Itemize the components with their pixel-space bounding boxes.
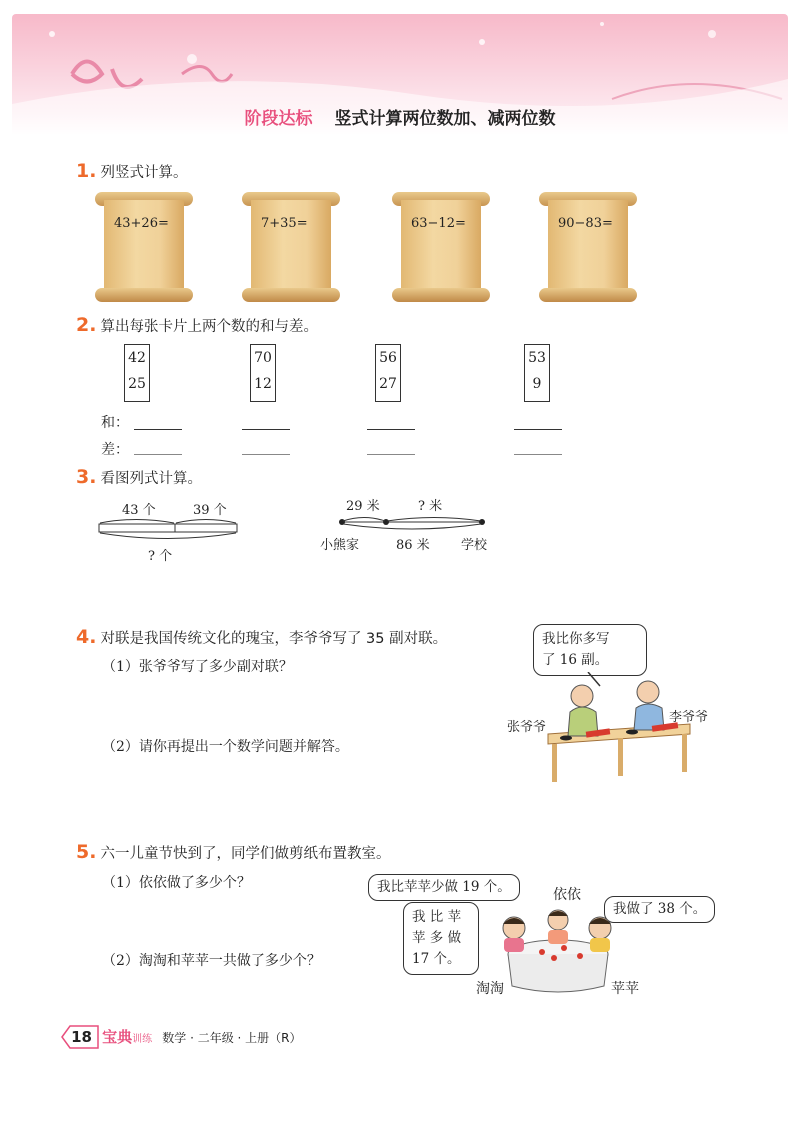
page-header <box>0 104 800 129</box>
question-text: 对联是我国传统文化的瑰宝，李爷爷写了 35 副对联。 <box>100 631 448 647</box>
answer-line[interactable] <box>242 454 290 455</box>
expression: 63−12= <box>411 216 466 231</box>
book-info: 数学 · 二年级 · 上册（R） <box>162 1031 302 1045</box>
start-point-label: 小熊家 <box>320 538 360 553</box>
scroll-card <box>542 192 634 304</box>
question-text: 算出每张卡片上两个数的和与差。 <box>100 319 318 335</box>
card-bottom-number: 12 <box>254 376 272 392</box>
speech-bubble: 我比你多写 了 16 副。 <box>533 624 647 676</box>
answer-line[interactable] <box>134 454 182 455</box>
card-top-number: 56 <box>379 350 397 366</box>
segment-label-a: 43 个 <box>122 503 156 518</box>
speech-bubble: 我比苹苹少做 19 个。 <box>368 874 520 901</box>
segment-label-a: 29 米 <box>346 499 380 514</box>
question-1 <box>76 160 187 182</box>
scroll-card <box>245 192 337 304</box>
end-point-label: 学校 <box>461 538 488 553</box>
question-3 <box>76 466 202 488</box>
question-2 <box>76 314 318 336</box>
expression: 90−83= <box>558 216 613 231</box>
expression: 43+26= <box>114 216 169 231</box>
card-top-number: 53 <box>528 350 546 366</box>
number-card <box>124 344 150 402</box>
question-number: 4. <box>76 626 97 648</box>
speech-bubble: 我做了 38 个。 <box>604 896 715 923</box>
card-bottom-number: 25 <box>128 376 146 392</box>
question-number: 1. <box>76 160 97 182</box>
question-4 <box>76 626 447 648</box>
page-title: 竖式计算两位数加、减两位数 <box>334 109 556 129</box>
question-text: 六一儿童节快到了，同学们做剪纸布置教室。 <box>100 846 391 862</box>
page-number: 18 <box>71 1028 92 1046</box>
expression: 7+35= <box>261 216 308 231</box>
segment-diagram-right <box>334 512 494 536</box>
speech-bubble: 我 比 苹 苹 多 做 17 个。 <box>403 902 479 975</box>
segment-label-unknown: ? 米 <box>418 499 443 514</box>
sum-label: 和： <box>101 415 129 431</box>
answer-line[interactable] <box>514 454 562 455</box>
brand-logo: 宝典 <box>102 1028 133 1046</box>
character-name: 李爷爷 <box>669 710 709 725</box>
character-name: 淘淘 <box>476 981 504 997</box>
answer-line[interactable] <box>514 429 562 430</box>
brand-logo-sub: 训练 <box>132 1034 153 1045</box>
scroll-card <box>395 192 487 304</box>
answer-line[interactable] <box>134 429 182 430</box>
card-top-number: 42 <box>128 350 146 366</box>
footer <box>60 1026 302 1047</box>
segment-total: 86 米 <box>396 538 430 553</box>
number-decoration <box>72 62 102 82</box>
segment-label-b: 39 个 <box>193 503 227 518</box>
card-bottom-number: 9 <box>532 376 542 392</box>
sub-question-1: （1）张爷爷写了多少副对联？ <box>102 659 293 675</box>
children-illustration <box>492 906 622 998</box>
question-5 <box>76 841 390 863</box>
card-bottom-number: 27 <box>379 376 397 392</box>
answer-line[interactable] <box>367 429 415 430</box>
number-card <box>250 344 276 402</box>
character-name: 张爷爷 <box>507 720 547 735</box>
number-card <box>375 344 401 402</box>
scroll-card <box>98 192 190 304</box>
grandpas-illustration <box>540 672 700 787</box>
question-number: 5. <box>76 841 97 863</box>
answer-line[interactable] <box>367 454 415 455</box>
sub-question-2: （2）淘淘和苹苹一共做了多少个？ <box>102 953 321 969</box>
question-text: 看图列式计算。 <box>100 471 202 487</box>
question-number: 3. <box>76 466 97 488</box>
sub-question-1: （1）依依做了多少个？ <box>102 875 251 891</box>
card-top-number: 70 <box>254 350 272 366</box>
character-name: 依依 <box>553 887 581 903</box>
question-number: 2. <box>76 314 97 336</box>
sub-question-2: （2）请你再提出一个数学问题并解答。 <box>102 739 349 755</box>
answer-line[interactable] <box>242 429 290 430</box>
diff-label: 差： <box>101 442 129 458</box>
number-card <box>524 344 550 402</box>
question-text: 列竖式计算。 <box>100 165 188 181</box>
character-name: 苹苹 <box>611 981 639 997</box>
segment-total-unknown: ? 个 <box>148 549 173 564</box>
section-tag: 阶段达标 <box>244 109 313 129</box>
